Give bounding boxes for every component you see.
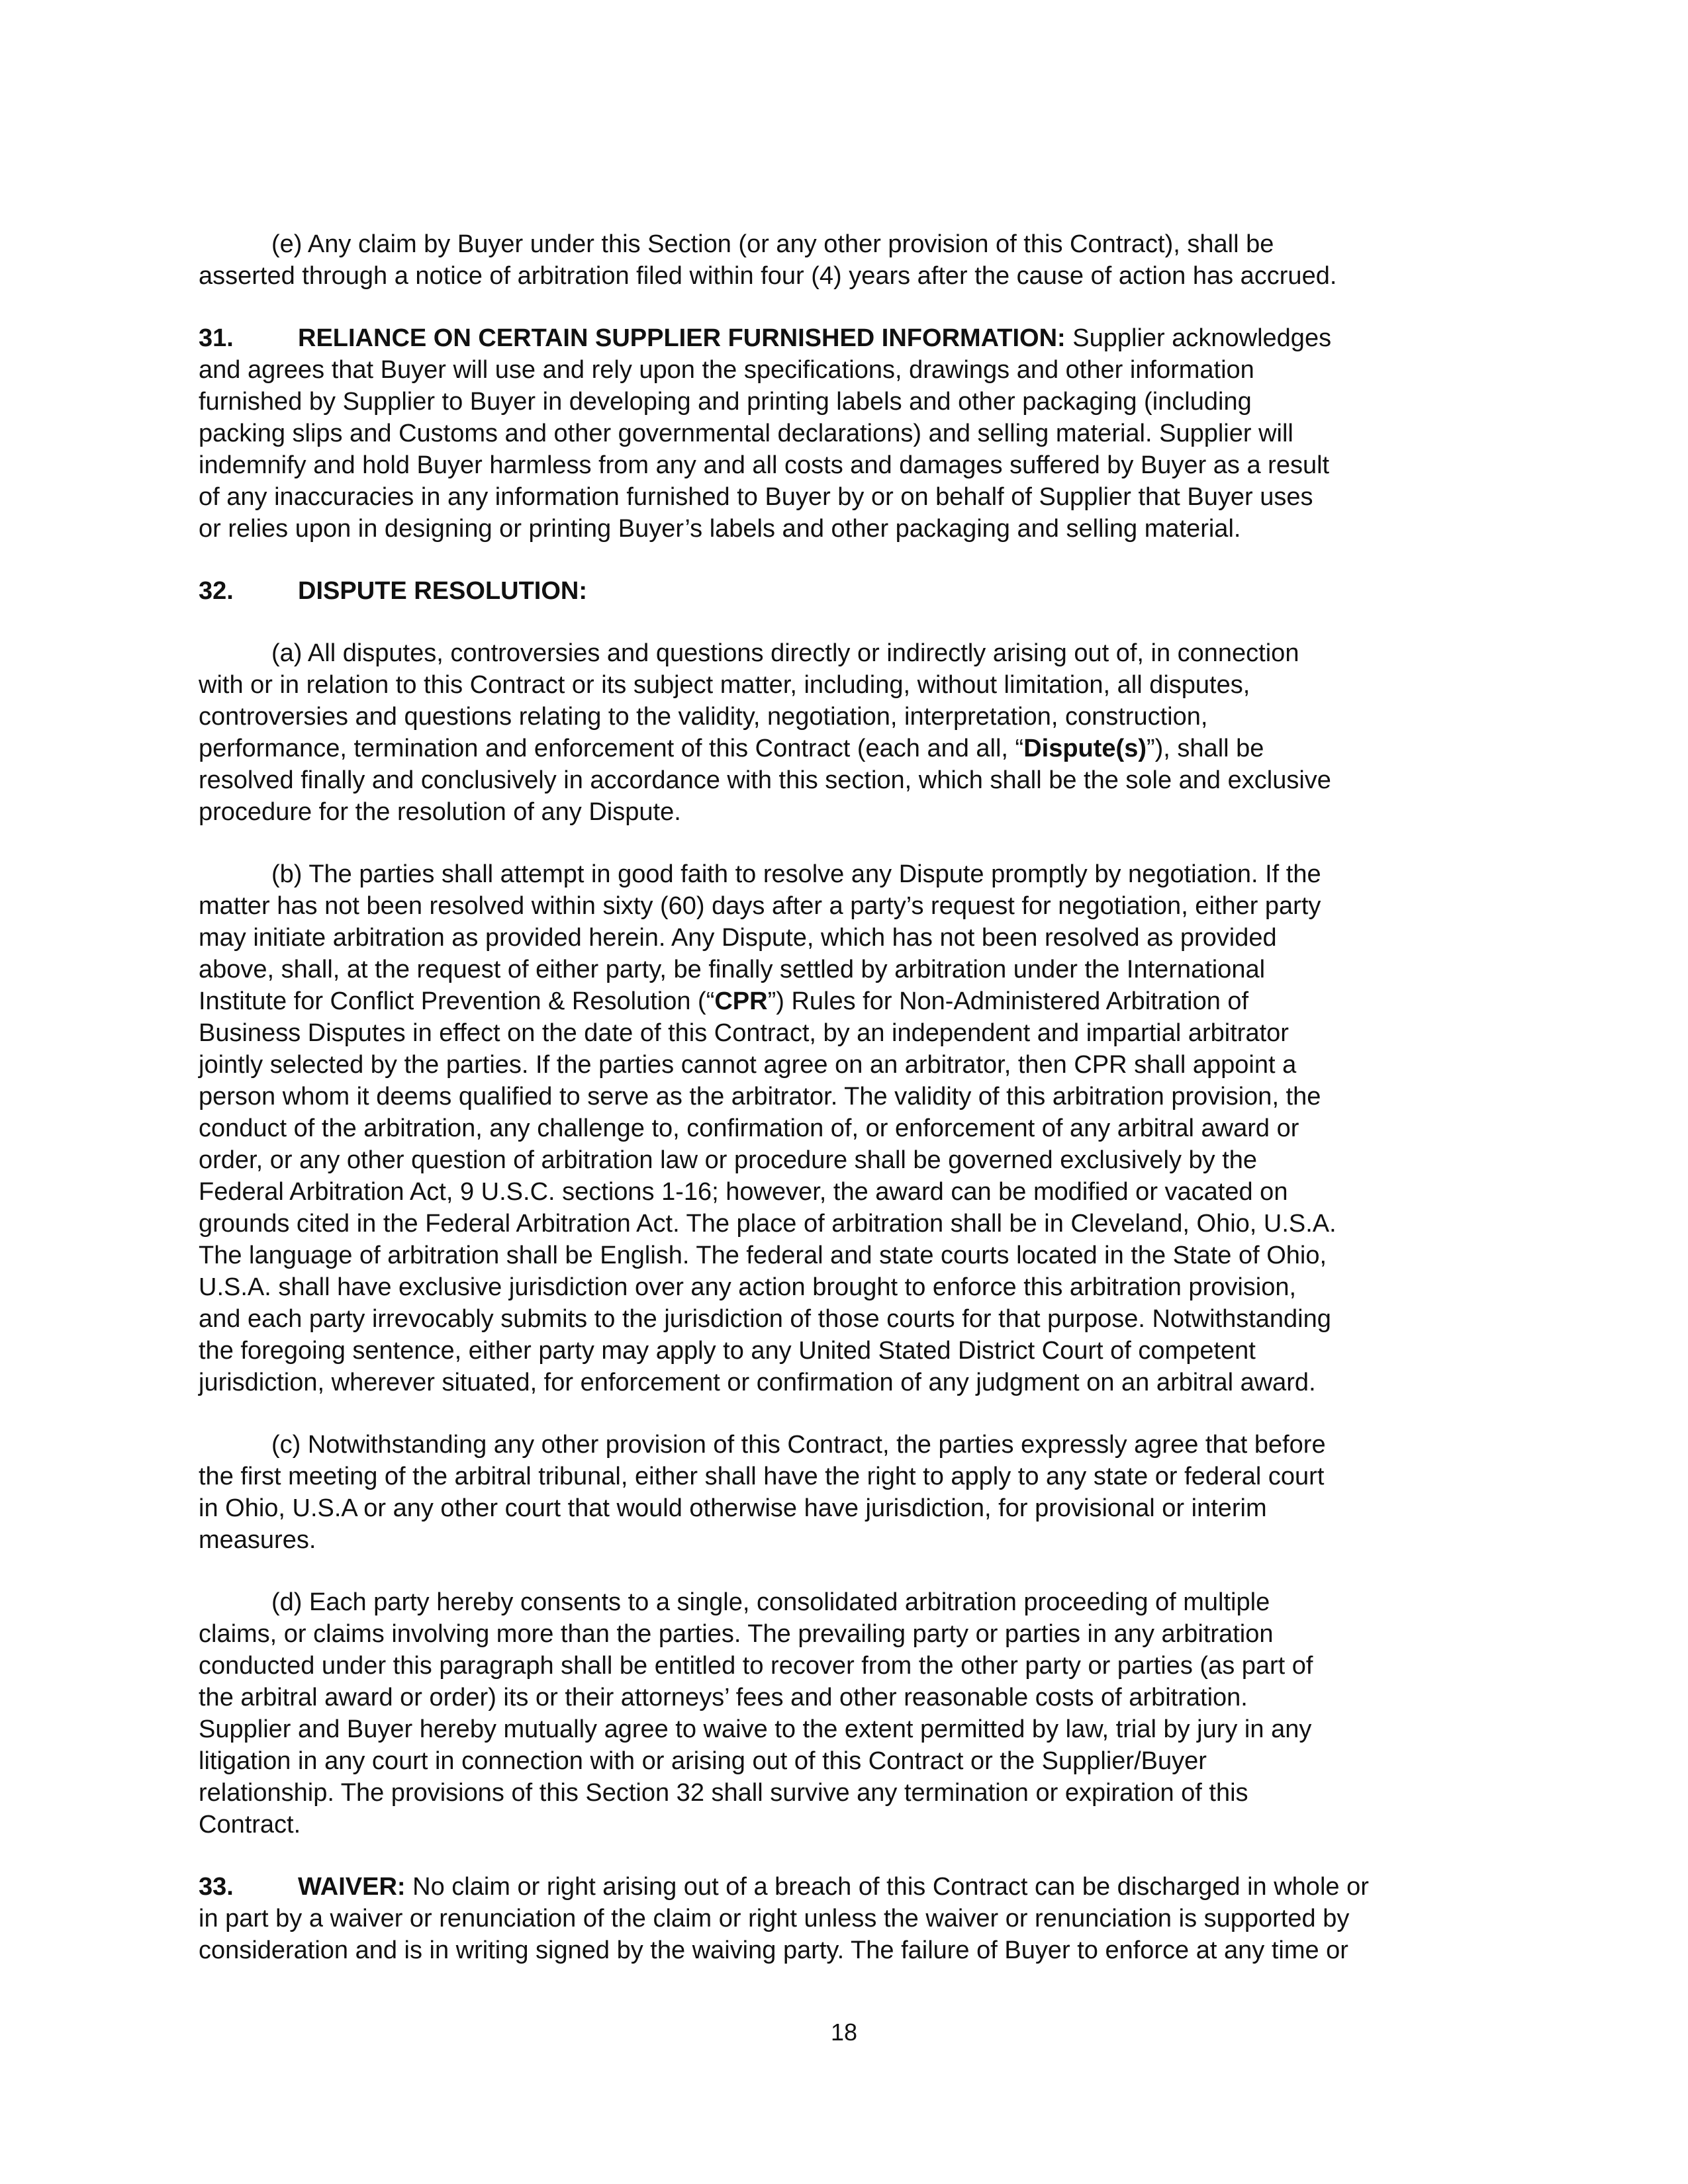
paragraph-30e bbox=[199, 228, 1489, 292]
defined-term-disputes: Dispute(s) bbox=[1023, 735, 1147, 762]
section-33-number: 33. bbox=[199, 1873, 234, 1901]
section-32-heading bbox=[199, 575, 1489, 607]
paragraph-32a bbox=[199, 637, 1489, 828]
section-32-title: DISPUTE RESOLUTION: bbox=[298, 577, 588, 605]
section-31-title: RELIANCE ON CERTAIN SUPPLIER FURNISHED INFORMATION: bbox=[298, 324, 1066, 352]
section-33-body: No claim or right arising out of a breach of this Contract can be discharged in whole or in part by a waiver or renunciation of the claim or right unless the waiver or renunciation is supported by consideration and is in writing signed by the waiving party. The failure of Buyer to enforce at any time or bbox=[199, 1873, 1369, 1964]
section-31-number: 31. bbox=[199, 324, 234, 352]
paragraph-32b-text-2: ”) Rules for Non-Administered Arbitration of Business Disputes in effect on the date of this Contract, by an independent and impartial arbitrator jointly selected by the parties. If the parties cannot agree on an arbitrator, then CPR shall appoint a person whom it deems qualified to serve as the arbitrator. The validity of this arbitration provision, the conduct of the arbitration, any challenge to, confirmation of, or enforcement of any arbitral award or order, or any other question of arbitration law or procedure shall be governed exclusively by the Federal Arbitration Act, 9 U.S.C. sections 1-16; however, the award can be modified or vacated on grounds cited in the Federal Arbitration Act. The place of arbitration shall be in Cleveland, Ohio, U.S.A. The language of arbitration shall be English. The federal and state courts located in the State of Ohio, U.S.A. shall have exclusive jurisdiction over any action brought to enforce this arbitration provision, and each party irrevocably submits to the jurisdiction of those courts for that purpose. Notwithstanding the foregoing sentence, either party may apply to any United Stated District Court of competent jurisdiction, wherever situated, for enforcement or confirmation of any judgment on an arbitral award. bbox=[199, 987, 1336, 1396]
defined-term-cpr: CPR bbox=[714, 987, 768, 1015]
paragraph-32a-text-1: (a) All disputes, controversies and questions directly or indirectly arising out of, in connection with or in relation to this Contract or its subject matter, including, without limitation, all disputes, controversies and questions relating to the validity, negotiation, interpretation, construction, performance, termination and enforcement of this Contract (each and all, “ bbox=[199, 639, 1299, 762]
page-number: 18 bbox=[830, 2019, 858, 2046]
paragraph-32b-text-1: (b) The parties shall attempt in good faith to resolve any Dispute promptly by negotiation. If the matter has not been resolved within sixty (60) days after a party’s request for negotiation, either party may initiate arbitration as provided herein. Any Dispute, which has not been resolved as provided above, shall, at the request of either party, be finally settled by arbitration under the International Institute for Conflict Prevention & Resolution (“ bbox=[199, 860, 1321, 1015]
paragraph-32b bbox=[199, 858, 1489, 1398]
section-31-body: Supplier acknowledges and agrees that Buyer will use and rely upon the specifications, drawings and other information furnished by Supplier to Buyer in developing and printing labels and other packaging (including packing slips and Customs and other governmental declarations) and selling material. Supplier will indemnify and hold Buyer harmless from any and all costs and damages suffered by Buyer as a result of any inaccuracies in any information furnished to Buyer by or on behalf of Supplier that Buyer uses or relies upon in designing or printing Buyer’s labels and other packaging and selling material. bbox=[199, 324, 1332, 543]
paragraph-30e-text: (e) Any claim by Buyer under this Section (or any other provision of this Contract), shall be asserted through a notice of arbitration filed within four (4) years after the cause of action has accrued. bbox=[199, 230, 1337, 290]
document-page bbox=[199, 228, 1489, 1997]
section-33-title: WAIVER: bbox=[298, 1873, 406, 1901]
section-33 bbox=[199, 1871, 1489, 1966]
paragraph-32d-text: (d) Each party hereby consents to a single, consolidated arbitration proceeding of multiple claims, or claims involving more than the parties. The prevailing party or parties in any arbitration conducted under this paragraph shall be entitled to recover from the other party or parties (as part of the arbitral award or order) its or their attorneys’ fees and other reasonable costs of arbitration. Supplier and Buyer hereby mutually agree to waive to the extent permitted by law, trial by jury in any litigation in any court in connection with or arising out of this Contract or the Supplier/Buyer relationship. The provisions of this Section 32 shall survive any termination or expiration of this Contract. bbox=[199, 1588, 1313, 1839]
paragraph-32d bbox=[199, 1586, 1489, 1841]
section-31 bbox=[199, 322, 1489, 545]
paragraph-32c bbox=[199, 1429, 1489, 1556]
paragraph-32a-text-2: ”), shall be resolved finally and conclusively in accordance with this section, which shall be the sole and exclusive procedure for the resolution of any Dispute. bbox=[199, 735, 1331, 826]
section-32-number: 32. bbox=[199, 577, 234, 605]
paragraph-32c-text: (c) Notwithstanding any other provision of this Contract, the parties expressly agree that before the first meeting of the arbitral tribunal, either shall have the right to apply to any state or federal court in Ohio, U.S.A or any other court that would otherwise have jurisdiction, for provisional or interim measures. bbox=[199, 1431, 1326, 1554]
